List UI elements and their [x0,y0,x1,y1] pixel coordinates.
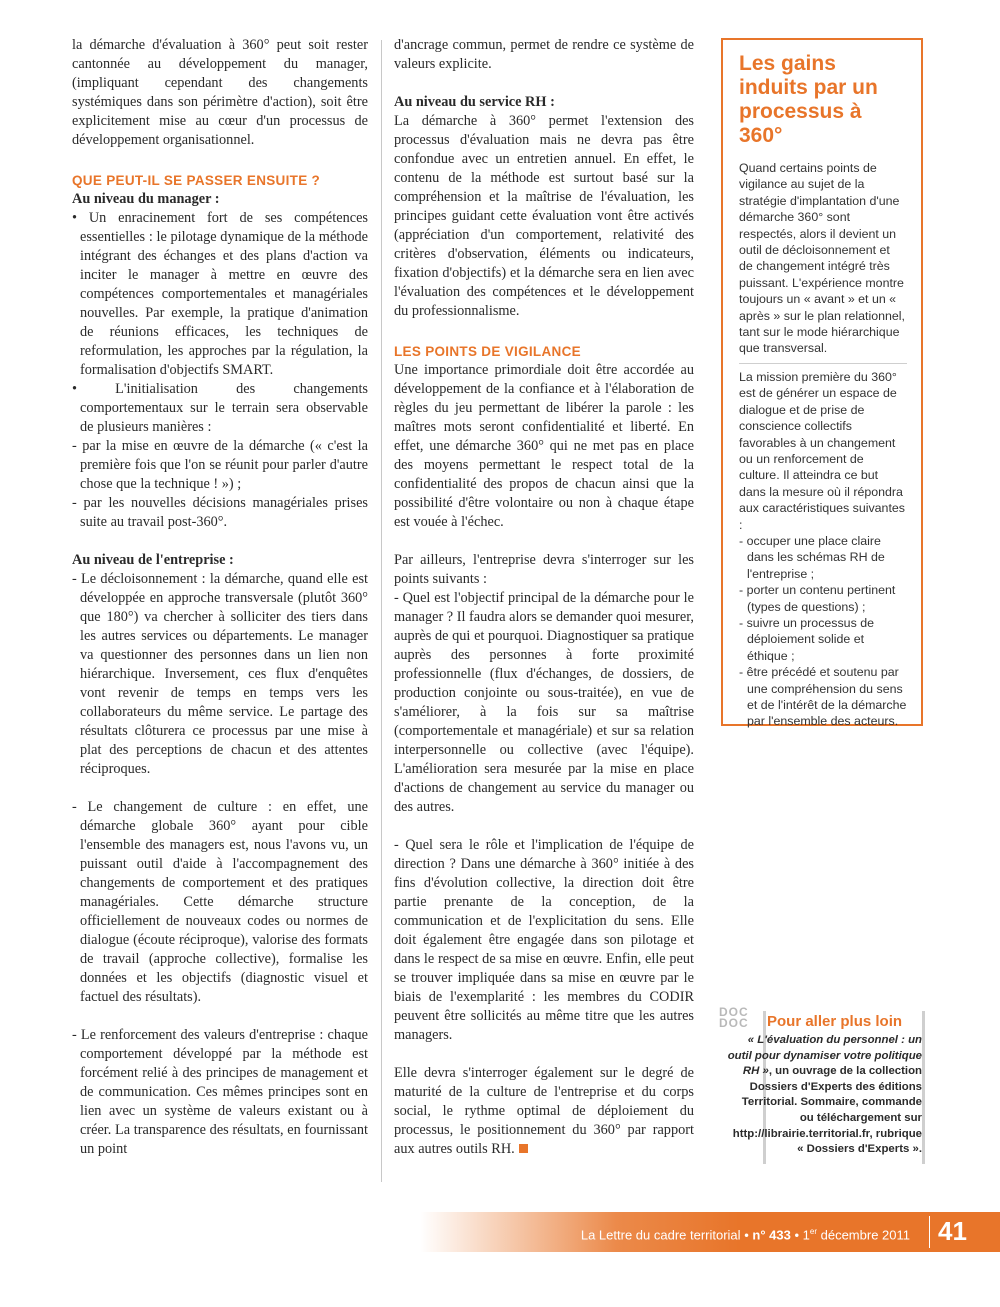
footer-issue: n° 433 [752,1227,791,1243]
column-divider [381,40,382,1182]
further-reading-book-title: « L'évaluation du personnel : un outil pour dynamiser votre politique RH » [727,1034,922,1078]
sidebar-divider [739,363,907,364]
manager-point-2: • L'initialisation des changements comportementaux sur le terrain sera observable de plusieurs manières : [72,381,368,435]
rh-paragraph: La démarche à 360° permet l'extension des processus d'évaluation mais ne devra pas être confondue avec un entretien annuel. En effet, le contenu de la méthode est surtout basé sur la compréhension et la maîtrise de l'évaluation, les principes guidant cette évaluation vont être activés (appréciation d'un comportement, relativité des critères d'observation, éléments ou indicateurs, fixation d'objectifs) et la démarche sera en lien avec l'évaluation des compétences et le développement du professionnalisme. [394,113,694,319]
footer-bullet: • [744,1227,749,1243]
footer-date-rest: décembre 2011 [817,1227,910,1243]
section-heading-vigilance: LES POINTS DE VIGILANCE [394,344,581,359]
column-left [72,36,368,1159]
manager-point-1: • Un enracinement fort de ses compétences essentielles : le pilotage dynamique de la méthode intégrant des échanges et des plans d'action va inciter le manager à mettre en œuvre des compétences comportementales et managériales nouvelles. Par exemple, la pratique d'animation de réunions efficaces, les techniques de reformulation, les approches par la régulation, la formalisation d'objectifs SMART. [72,210,368,378]
entreprise-point-1: - Le décloisonnement : la démarche, quand elle est développée en approche transversale (plutôt 360° que 180°) va chercher à solliciter des tiers dans les autres services ou départements. Le manager va questionner des personnes dans un lien non hiérarchique. Inversement, ces flux d'enquêtes vont revenir de temps en temps vers les collaborateurs du même service. Le partage des résultats clôturera ce processus par une mise à plat des perceptions de chacun et des attentes réciproques. [72,571,368,777]
footer-magazine: La Lettre du cadre territorial [580,1227,741,1243]
sidebar-item: - suivre un processus de déploiement solide et éthique ; [739,615,874,663]
footer-date-day: 1 [802,1227,810,1243]
continuation-paragraph: d'ancrage commun, permet de rendre ce système de valeurs explicite. [394,37,694,72]
page-number: 41 [938,1216,967,1246]
vigilance-question-1: - Quel est l'objectif principal de la démarche pour le manager ? Il faudra alors se demander quoi mesurer, auprès de qui et pourquoi. Diagnostiquer sa pratique auprès des personnes à forte proximité professionnelle (flux d'échanges, de dossiers, de production conjointe ou sous-traitée), en vue de s'améliorer, à la fois sur sa maîtrise (comportementale et managériale) et sur sa relation interpersonnelle ou collective (avec l'équipe). L'amélioration sera mesurée par la mise en place d'actions de changement au service du manager ou des autres. [394,590,694,815]
entreprise-point-2: - Le changement de culture : en effet, une démarche globale 360° ayant pour cible l'ensemble des managers est, nous l'avons vu, un puissant outil d'aide à l'accompagnement des changements de comportement et des pratiques managériales. Cette démarche structure officiellement de nouveaux codes ou normes de dialogue (écoute réciproque), valorise des formats de travail (approche collective), formalise les données et les objectifs (diagnostic visuel et factuel des résultats). [72,799,368,1005]
footer-date-sup: er [809,1227,817,1236]
vigilance-paragraph-3 [394,1064,694,1159]
further-reading-details: , un ouvrage de la collection Dossiers d'Experts des éditions Territorial. Sommaire, commande ou téléchargement sur http://librairie.territorial.fr, rubrique « Dossiers d'Experts ». [732,1065,922,1156]
vigilance-paragraph-3-text: Elle devra s'interroger également sur le degré de maturité de la culture de l'entreprise et du corps social, le rythme optimal de déploiement du processus, le positionnement du 360° par rapport aux autres outils RH. [394,1065,694,1157]
sidebar-paragraph-1: Quand certains points de vigilance au sujet de la stratégie d'implantation d'une démarche 360° sont respectés, alors il devient un outil de décloisonnement et de changement intégré très puissant. L'expérience montre toujours un « avant » et un « après » sur le plan relationnel, tant sur le mode hiérarchique que transversal. [739,161,905,356]
further-reading-box [719,1007,925,1164]
page-footer [420,1212,1000,1252]
section-heading-ensuite: QUE PEUT-IL SE PASSER ENSUITE ? [72,173,321,188]
doc-icon: DOC DOC [719,1005,749,1030]
sidebar-item: - occuper une place claire dans les schémas RH de l'entreprise ; [739,533,885,581]
subheading-manager: Au niveau du manager : [72,191,220,207]
entreprise-point-3: - Le renforcement des valeurs d'entreprise : chaque comportement développé par la méthode est forcément relié à des principes de management et de communication. Ces mêmes principes sont en lien avec un système de valeurs existant ou à créer. La transparence des résultats, en fournissant un point [72,1027,368,1157]
sidebar-item: - porter un contenu pertinent (types de questions) ; [739,583,896,614]
vigilance-question-2: - Quel sera le rôle et l'implication de l'équipe de direction ? Dans une démarche à 360° initiée à des fins d'évolution collective, la direction doit être partie prenante de la conception, de la communication et de l'explicitation du sens. Elle doit également être engagée dans son pilotage et dans le respect de sa mise en œuvre. Enfin, elle peut se trouver impliquée dans sa mise en œuvre par le biais de l'exemplarité : les membres du CODIR peuvent être sollicités au même titre que les autres managers. [394,837,694,1043]
manager-point-3: - par la mise en œuvre de la démarche (« c'est la première fois que l'on se réunit pour parler d'autre chose que la technique ! ») ; [72,438,368,492]
manager-point-4: - par les nouvelles décisions managériales prises suite au travail post-360°. [72,495,368,530]
vigilance-paragraph-1: Une importance primordiale doit être accordée au développement de la confiance et à l'élaboration de règles du jeu permettant de libérer la parole : les maîtres mots seront confidentialité et liberté. En effet, une démarche 360° qui ne met pas en place des moyens permettant le respect total de la confidentialité des propos de chacun ainsi que la possibilité d'être volontaire ou non à chaque étape est vouée à l'échec. [394,362,694,530]
sidebar-paragraph-2: La mission première du 360° est de générer un espace de dialogue et de prise de conscience collectifs favorables à un changement ou un renforcement de culture. Il atteindra ce but dans la mesure où il répondra aux caractéristiques suivantes : [739,369,905,532]
footer-bullet: • [794,1227,800,1243]
sidebar-box [721,38,923,729]
column-middle [394,36,694,1159]
sidebar-title: Les gains induits par un processus à 360° [739,52,878,147]
subheading-entreprise: Au niveau de l'entreprise : [72,552,234,568]
subheading-rh: Au niveau du service RH : [394,94,555,110]
intro-paragraph: la démarche d'évaluation à 360° peut soit rester cantonnée au développement du manager, (impliquant cependant des changements systémiques dans son périmètre d'action), soit être explicitement mise au cœur d'un processus de développement organisationnel. [72,37,368,148]
further-reading-text [727,1033,922,1158]
further-reading-title: Pour aller plus loin [767,1013,903,1030]
footer-separator [929,1216,930,1248]
footer-text [581,1223,910,1244]
vigilance-paragraph-2: Par ailleurs, l'entreprise devra s'interroger sur les points suivants : [394,552,694,587]
end-mark-icon [519,1144,528,1153]
sidebar-item: - être précédé et soutenu par une compréhension du sens et de l'intérêt de la démarche par l'ensemble des acteurs. [739,665,907,729]
